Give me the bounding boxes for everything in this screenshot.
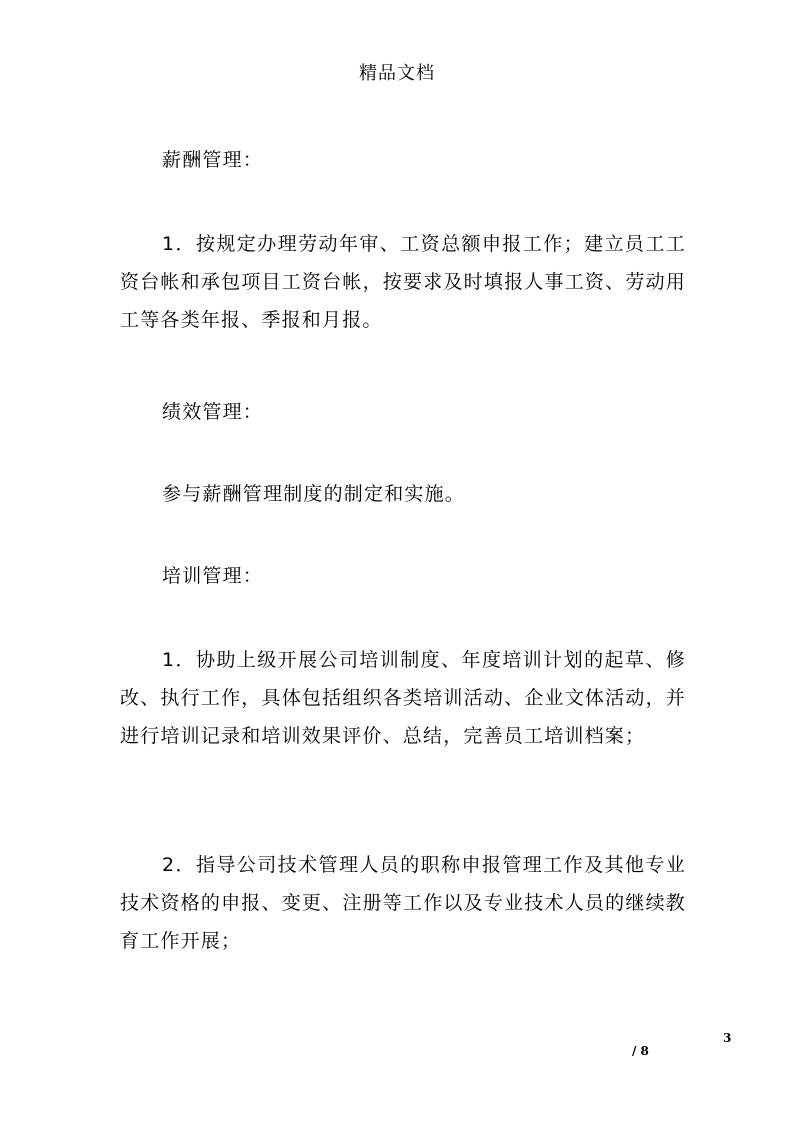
page-header-title: 精品文档 xyxy=(359,63,435,84)
section-heading-salary: 薪酬管理： xyxy=(162,149,264,171)
paragraph-performance: 参与薪酬管理制度的制定和实施。 xyxy=(162,483,466,505)
paragraph-training-item-1: 1．协助上级开展公司培训制度、年度培训计划的起草、修改、执行工作，具体包括组织各类培训活动、企业文体活动，并进行培训记录和培训效果评价、总结，完善员工培训档案； xyxy=(120,649,686,747)
section-heading-training: 培训管理： xyxy=(162,565,264,587)
paragraph-training-item-2: 2．指导公司技术管理人员的职称申报管理工作及其他专业技术资格的申报、变更、注册等工作以及专业技术人员的继续教育工作开展； xyxy=(120,854,686,952)
page-number: 3 xyxy=(723,1031,732,1045)
section-heading-performance: 绩效管理： xyxy=(162,401,264,423)
page-total: / 8 xyxy=(632,1044,649,1058)
paragraph-salary-item-1: 1．按规定办理劳动年审、工资总额申报工作；建立员工工资台帐和承包项目工资台帐，按要求及时填报人事工资、劳动用工等各类年报、季报和月报。 xyxy=(120,233,686,331)
